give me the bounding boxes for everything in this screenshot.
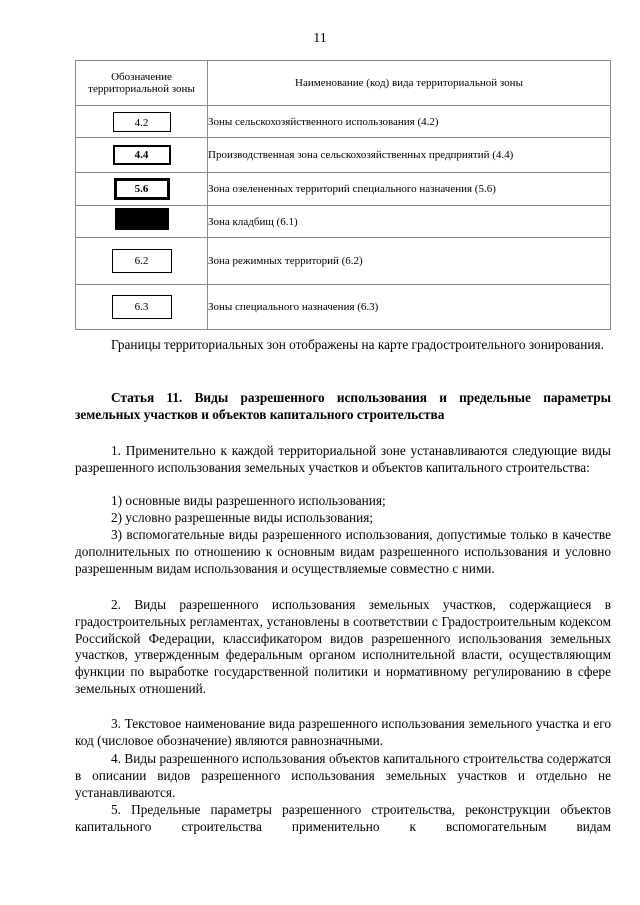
table-row — [76, 106, 611, 138]
zones-table — [75, 60, 611, 330]
zone-name: Зона кладбищ (6.1) — [208, 206, 611, 238]
zone-name: Производственная зона сельскохозяйственных предприятий (4.4) — [208, 138, 611, 173]
column-header-name: Наименование (код) вида территориальной зоны — [208, 61, 611, 106]
paragraph-1-item-2: 2) условно разрешенные виды использования; — [111, 510, 374, 525]
table-header-row — [76, 61, 611, 106]
boundaries-note: Границы территориальных зон отображены на карте градостроительного зонирования. — [111, 337, 604, 352]
table-row — [76, 285, 611, 330]
column-header-code: Обозначение территориальной зоны — [76, 61, 208, 106]
paragraph-4: 4. Виды разрешенного использования объектов капитального строительства содержатся в описании видов разрешенного использования земельных участков и отдельно не устанавливаются. — [75, 751, 611, 800]
article-heading: Статья 11. Виды разрешенного использования и предельные параметры земельных участков и объектов капитального строительства — [75, 390, 611, 422]
paragraph-2: 2. Виды разрешенного использования земельных участков, содержащиеся в градостроительных регламентах, установлены в соответствии с Градостроительным кодексом Российской Федерации, классификатором видов разрешенного использования земельных участков, утвержденным федеральным органом исполнительной власти, осуществляющим функции по выработке государственной политики и нормативному регулированию в сфере земельных отношений. — [75, 597, 611, 696]
zone-name: Зона озелененных территорий специального назначения (5.6) — [208, 173, 611, 206]
zone-name: Зона режимных территорий (6.2) — [208, 238, 611, 285]
paragraph-1-item-3: 3) вспомогательные виды разрешенного использования, допустимые только в качестве дополнительных по отношению к основным видам разрешенного использования и условно разрешенным видам использования и осуществляемые совместно с ними. — [75, 527, 611, 576]
page-number: 11 — [313, 31, 327, 46]
paragraph-5: 5. Предельные параметры разрешенного строительства, реконструкции объектов капитального строительства применительно к вспомогательным видам — [75, 802, 611, 834]
table-row — [76, 206, 611, 238]
table-row — [76, 173, 611, 206]
zone-code-box: 4.4 — [113, 145, 171, 165]
paragraph-1-item-1: 1) основные виды разрешенного использования; — [111, 493, 386, 508]
zone-code-box: 6.2 — [112, 249, 172, 273]
zone-code-box: 6.3 — [112, 295, 172, 319]
zone-code-box: 5.6 — [114, 178, 170, 200]
zone-code-box: 4.2 — [113, 112, 171, 132]
paragraph-1: 1. Применительно к каждой территориальной зоне устанавливаются следующие виды разрешенного использования земельных участков и объектов капитального строительства: — [75, 443, 611, 475]
paragraph-3: 3. Текстовое наименование вида разрешенного использования земельного участка и его код (числовое обозначение) являются равнозначными. — [75, 716, 611, 748]
zone-name: Зоны сельскохозяйственного использования (4.2) — [208, 106, 611, 138]
table-row — [76, 138, 611, 173]
zone-code-black-box — [115, 208, 169, 230]
zone-name: Зоны специального назначения (6.3) — [208, 285, 611, 330]
table-row — [76, 238, 611, 285]
